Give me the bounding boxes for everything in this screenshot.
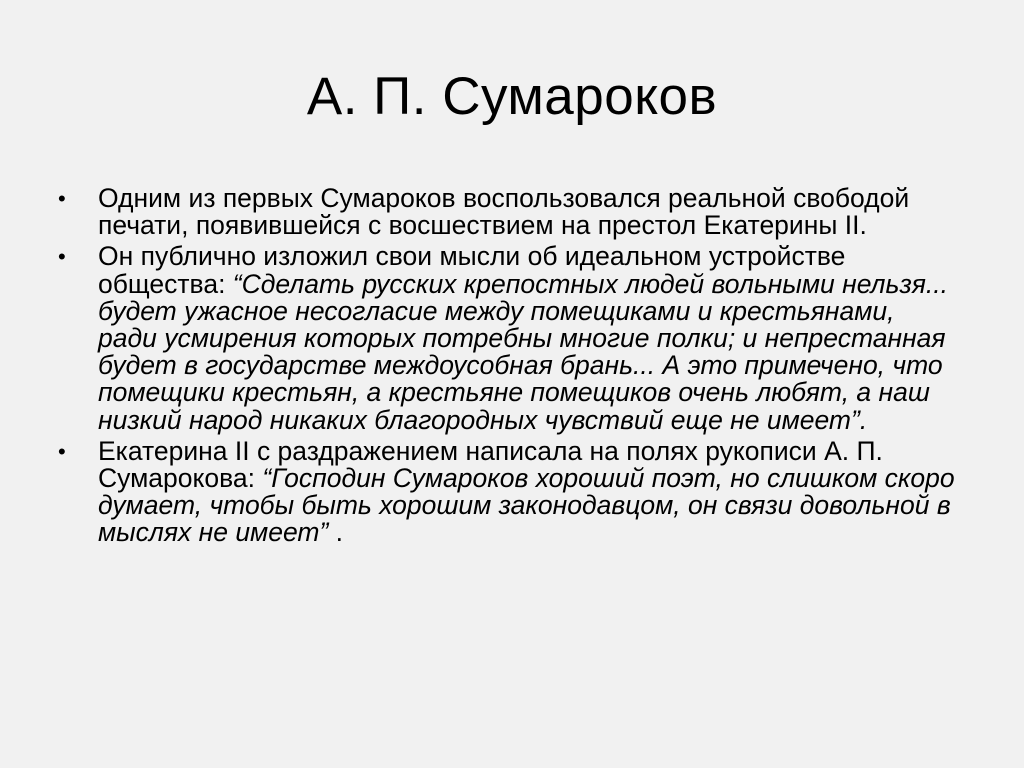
bullet-quote: “Сделать русских крепостных людей вольными нельзя... будет ужасное несогласие между помещиками и крестьянами, ради усмирения которых потребны многие полки; и непрестанная будет в государстве междоусобная брань... А это примечено, что помещики крестьян, а крестьяне помещиков очень любят, а наш низкий народ никаких благородных чувствий еще не имеет”.: [98, 268, 948, 435]
bullet-text: Он публично изложил свои мысли об идеальном устройстве общества:: [98, 241, 846, 299]
bullet-item-3: [58, 435, 958, 548]
bullet-icon: •: [58, 438, 66, 464]
bullet-text: Екатерина II с раздражением написала на полях рукописи А. П. Сумарокова:: [98, 435, 883, 494]
bullet-quote: “Господин Сумароков хороший поэт, но слишком скоро думает, чтобы быть хорошим законодавцом, он связи довольной в мыслях не имеет”: [98, 463, 955, 548]
bullet-item-1: [58, 183, 958, 241]
bullet-icon: •: [58, 186, 66, 211]
bullet-list: [58, 183, 958, 551]
bullet-item-2: [58, 241, 958, 435]
bullet-text: Одним из первых Сумароков воспользовался реальной свободой печати, появившейся с восшествием на престол Екатерины II.: [98, 183, 910, 241]
slide-title: А. П. Сумароков: [306, 67, 718, 126]
bullet-icon: •: [58, 244, 66, 270]
bullet-tail: .: [328, 517, 344, 548]
